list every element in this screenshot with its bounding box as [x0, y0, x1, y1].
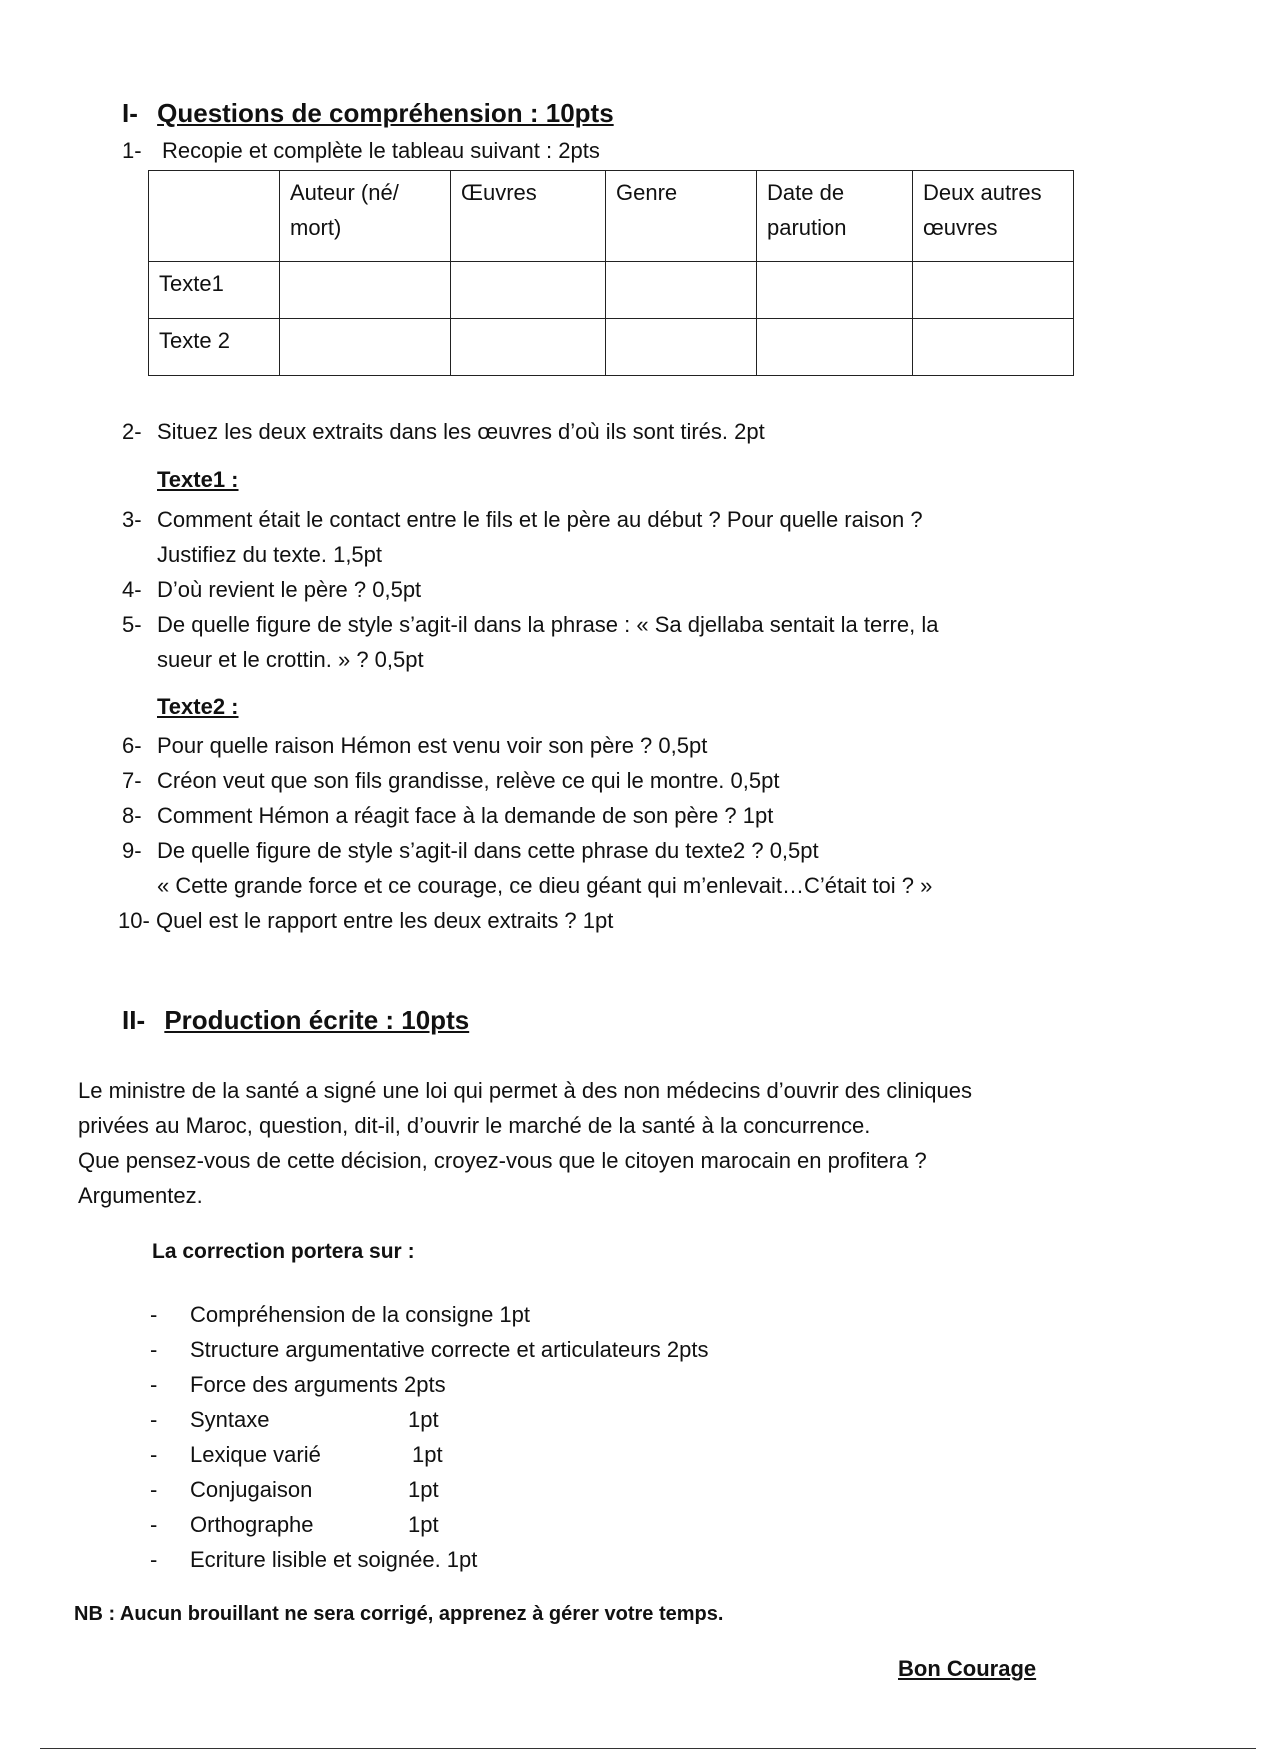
table-cell: [913, 319, 1074, 376]
question-text: De quelle figure de style s’agit-il dans la phrase : « Sa djellaba sentait la terre, la: [157, 612, 939, 637]
criterion-label: Structure argumentative correcte et articulateurs 2pts: [190, 1337, 709, 1362]
question-8: [122, 798, 773, 833]
question-3: [122, 502, 923, 572]
question-text: De quelle figure de style s’agit-il dans cette phrase du texte2 ? 0,5pt: [157, 838, 819, 863]
criterion-points: 1pt: [408, 1407, 439, 1432]
section-2-title: Production écrite : 10pts: [164, 1005, 470, 1035]
table-cell: [757, 262, 913, 319]
closing-text: Bon Courage: [898, 1656, 1037, 1681]
question-quote: « Cette grande force et ce courage, ce dieu géant qui m’enlevait…C’était toi ? »: [157, 873, 933, 898]
criterion-label: Compréhension de la consigne 1pt: [190, 1302, 531, 1327]
table-header-cell: Deux autres œuvres: [913, 171, 1074, 262]
section-1-title: Questions de compréhension : 10pts: [157, 98, 614, 128]
table-cell: [757, 319, 913, 376]
question-text-continued: sueur et le crottin. » ? 0,5pt: [157, 647, 424, 672]
criterion-points: 1pt: [408, 1477, 439, 1502]
question-number: 8-: [122, 803, 142, 828]
question-number: 3-: [122, 507, 142, 532]
question-text: Recopie et complète le tableau suivant : 2pts: [162, 138, 600, 163]
criterion-label: Force des arguments 2pts: [190, 1372, 446, 1397]
correction-title: La correction portera sur :: [152, 1240, 415, 1263]
question-text: D’où revient le père ? 0,5pt: [157, 577, 422, 602]
table-cell: [451, 262, 606, 319]
question-text: Quel est le rapport entre les deux extraits ? 1pt: [156, 908, 614, 933]
table-header-cell: Date de parution: [757, 171, 913, 262]
section-2-number: II-: [122, 1005, 146, 1035]
question-1: [122, 133, 600, 168]
table-row: [149, 262, 1074, 319]
table-cell: Texte 2: [149, 319, 280, 376]
criterion-points: 1pt: [412, 1442, 443, 1467]
question-2: [122, 414, 765, 449]
question-number: 4-: [122, 577, 142, 602]
question-10: [118, 903, 613, 938]
table-cell: [280, 262, 451, 319]
info-table: [148, 170, 1074, 376]
table-row: [149, 319, 1074, 376]
note-nb: NB : Aucun brouillant ne sera corrigé, apprenez à gérer votre temps.: [74, 1603, 724, 1625]
table-cell: [280, 319, 451, 376]
table-cell: Texte1: [149, 262, 280, 319]
question-text: Situez les deux extraits dans les œuvres d’où ils sont tirés. 2pt: [157, 419, 765, 444]
table-header-cell: Genre: [606, 171, 757, 262]
question-text: Comment était le contact entre le fils et le père au début ? Pour quelle raison ?: [157, 507, 923, 532]
texte1-label: Texte1 :: [157, 467, 239, 492]
question-text-continued: Justifiez du texte. 1,5pt: [157, 542, 383, 567]
table-cell: [606, 262, 757, 319]
question-number: 9-: [122, 838, 142, 863]
table-cell: [606, 319, 757, 376]
table-header-cell: [149, 171, 280, 262]
question-number: 7-: [122, 768, 142, 793]
table-cell: [451, 319, 606, 376]
question-text: Créon veut que son fils grandisse, relève ce qui le montre. 0,5pt: [157, 768, 780, 793]
question-text: Comment Hémon a réagit face à la demande de son père ? 1pt: [157, 803, 774, 828]
section-2-heading: [122, 1005, 469, 1036]
question-9: [122, 833, 932, 903]
question-number: 10-: [118, 908, 150, 933]
table-cell: [913, 262, 1074, 319]
section-1-heading: [122, 98, 614, 129]
question-6: [122, 728, 707, 763]
prompt-line: Le ministre de la santé a signé une loi qui permet à des non médecins d’ouvrir des cliniques: [78, 1078, 972, 1103]
criterion-points: 1pt: [408, 1512, 439, 1537]
question-number: 5-: [122, 612, 142, 637]
criterion-label: Ecriture lisible et soignée. 1pt: [190, 1547, 478, 1572]
question-4: [122, 572, 421, 607]
question-text: Pour quelle raison Hémon est venu voir son père ? 0,5pt: [157, 733, 708, 758]
question-number: 2-: [122, 419, 142, 444]
prompt-line: privées au Maroc, question, dit-il, d’ouvrir le marché de la santé à la concurrence.: [78, 1113, 871, 1138]
question-number: 6-: [122, 733, 142, 758]
texte2-label: Texte2 :: [157, 694, 239, 719]
question-7: [122, 763, 779, 798]
question-5: [122, 607, 938, 677]
prompt-line: Que pensez-vous de cette décision, croyez-vous que le citoyen marocain en profitera ?: [78, 1148, 927, 1173]
section-1-number: I-: [122, 98, 138, 128]
question-number: 1-: [122, 138, 142, 163]
prompt-line: Argumentez.: [78, 1183, 203, 1208]
table-header-cell: Œuvres: [451, 171, 606, 262]
footer-rule: [40, 1748, 1256, 1749]
criterion-label: Syntaxe: [190, 1407, 270, 1432]
table-header-cell: Auteur (né/ mort): [280, 171, 451, 262]
criterion-label: Lexique varié: [190, 1442, 321, 1467]
writing-prompt: [78, 1073, 972, 1213]
criterion-label: Conjugaison: [190, 1477, 313, 1502]
table-header-row: [149, 171, 1074, 262]
criterion-label: Orthographe: [190, 1512, 314, 1537]
